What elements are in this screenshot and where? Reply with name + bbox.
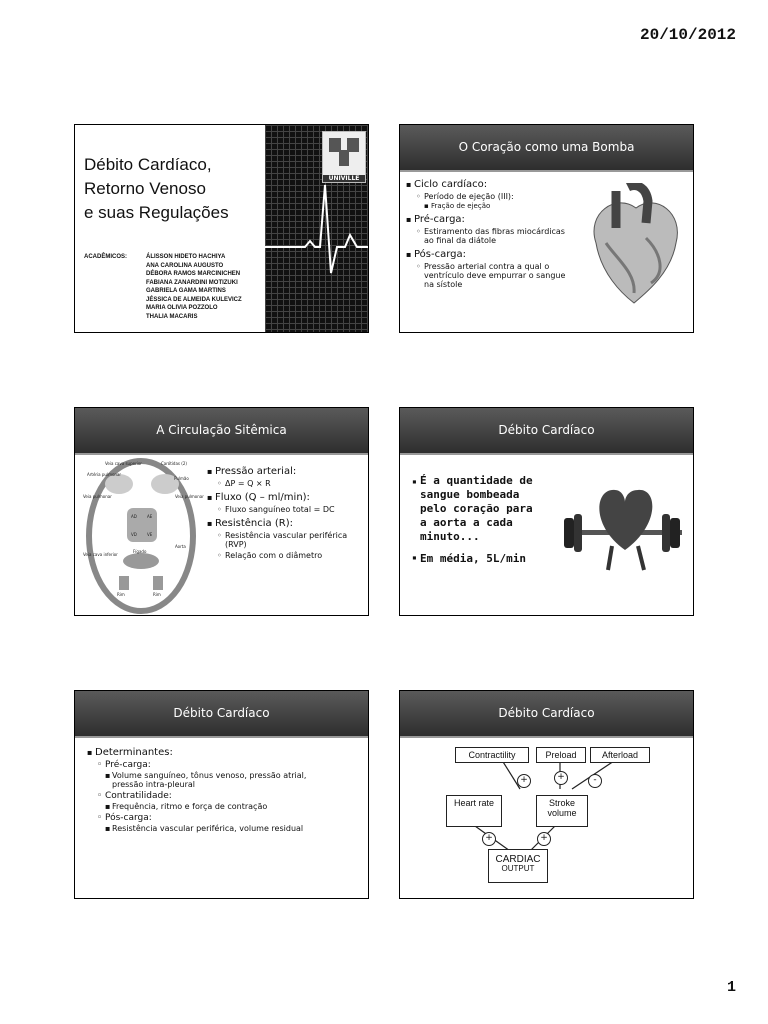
sub-bullet: ◦ Relação com o diâmetro [217,551,365,560]
sub-bullet: ◦ Fluxo sanguíneo total = DC [217,505,365,514]
bullet: ▪ Pressão arterial: [207,466,365,477]
sub-bullet: ◦ Resistência vascular periférica (RVP) [217,531,365,549]
afterload-box: Afterload [590,747,650,763]
bullet: ▪ Pós-carga: [406,249,576,260]
diagram-label: VD [131,532,137,537]
plus-sign: + [482,832,496,846]
diagram-label: Artéria pulmonar [87,472,122,477]
diagram-label: Veia pulmonar [175,494,204,499]
bullet: ▪ Resistência (R): [207,518,365,529]
academics-label: ACADÊMICOS: [84,254,127,260]
slide-title: Débito Cardíaco [173,706,270,720]
slide-determinants [74,690,369,899]
logo-text: UNIVILLE [323,175,365,182]
bullet: ▪ Pré-carga: [406,214,576,225]
title-line: Débito Cardíaco, [84,155,212,174]
academic-name: MARIA OLIVIA POZZOLO [146,305,218,311]
slide1-title [84,153,229,225]
diagram-label: Pulmão [174,476,189,481]
sub-sub-bullet: ▪ Resistência vascular periférica, volume residual [105,824,322,833]
academic-name: ANA CAROLINA AUGUSTO [146,262,224,269]
bullet: ▪ Fluxo (Q – ml/min): [207,492,365,503]
sub-bullet: ◦ Pressão arterial contra a qual o ventrículo deve empurrar o sangue na sístole [416,262,576,289]
diagram-label: Rim [117,592,125,597]
sub-bullet: ◦ ΔP = Q × R [217,479,365,488]
slide-title-card [74,124,369,333]
plus-sign: + [537,832,551,846]
title-line: Retorno Venoso [84,179,206,198]
academic-name: ÁLISSON HIDETO HACHIYA [146,254,226,260]
circulation-diagram [79,456,204,614]
minus-sign: - [588,774,602,788]
bullet-list [207,462,365,560]
diagram-label: Aorta [175,544,186,549]
sub-bullet: ◦ Pré-carga: [97,760,357,770]
academics-block [84,253,242,321]
univille-logo [322,131,366,183]
academic-name: GABRIELA GAMA MARTINS [146,288,226,294]
slide-systemic-circulation [74,407,369,616]
title-line: e suas Regulações [84,203,229,222]
output-label: OUTPUT [501,864,535,873]
bullet-list [406,175,576,289]
plus-sign: + [517,774,531,788]
bullet-list [87,743,357,833]
diagram-label: VE [147,532,153,537]
slide-title: Débito Cardíaco [498,706,595,720]
sub-sub-bullet: ▪ Fração de ejeção [424,202,576,210]
heart-anatomy-icon [576,183,688,305]
slide-title: O Coração como uma Bomba [458,140,635,154]
stroke-volume-box: Stroke volume [536,795,588,827]
sub-sub-bullet: ▪ Frequência, ritmo e força de contração [105,802,357,811]
academic-name: FABIANA ZANARDINI MOTIZUKI [146,279,238,286]
diagram-label: AE [147,514,153,519]
slide-header [75,691,368,738]
sub-bullet: ◦ Pós-carga: [97,813,357,823]
slide-heart-pump [399,124,694,333]
page-number: 1 [726,979,736,996]
plus-sign: + [554,771,568,785]
diagram-label: Veia cava inferior [83,552,118,557]
preload-box: Preload [536,747,586,763]
bullet-list [412,470,544,565]
academic-name: THALIA MACARIS [146,313,198,320]
univille-logo-icon [323,132,365,170]
slide-header [400,125,693,172]
bullet: ▪ Ciclo cardíaco: [406,179,576,190]
slide-header [400,408,693,455]
sub-bullet: ◦ Período de ejeção (III): [416,192,576,201]
academic-name: DÉBORA RAMOS MARCINICHEN [146,271,241,277]
diagram-label: Veia cava superior [105,461,142,466]
page-date: 20/10/2012 [639,26,736,44]
diagram-label: Veia pulmonar [83,494,112,499]
slide-title: Débito Cardíaco [498,423,595,437]
slide-title: A Circulação Sitêmica [156,423,287,437]
slide-cardiac-output-diagram [399,690,694,899]
contractility-box: Contractility [455,747,529,763]
diagram-label: Carótidas (2) [161,461,187,466]
diagram-label: Rim [153,592,161,597]
bullet: ▪ Determinantes: [87,747,357,758]
heart-rate-box: Heart rate [446,795,502,827]
slide-cardiac-output-def [399,407,694,616]
sub-sub-bullet: ▪ Volume sanguíneo, tônus venoso, pressão atrial, pressão intra-pleural [105,771,322,789]
bullet: ▪ É a quantidade de sangue bombeada pelo coração para a aorta a cada minuto... [412,474,544,544]
cardiac-output-box [488,849,548,883]
bullet: ▪ Em média, 5L/min [412,552,544,565]
cardiac-label: CARDIAC [495,854,541,865]
academic-name: JÉSSICA DE ALMEIDA KULEVICZ [146,296,242,303]
diagram-label: AD [131,514,137,519]
diagram-label: Fígado [133,549,147,554]
sub-bullet: ◦ Contratilidade: [97,791,357,801]
slide-header [75,408,368,455]
heart-lifting-weights-icon [560,480,688,580]
sub-bullet: ◦ Estiramento das fibras miocárdicas ao final da diátole [416,227,576,245]
